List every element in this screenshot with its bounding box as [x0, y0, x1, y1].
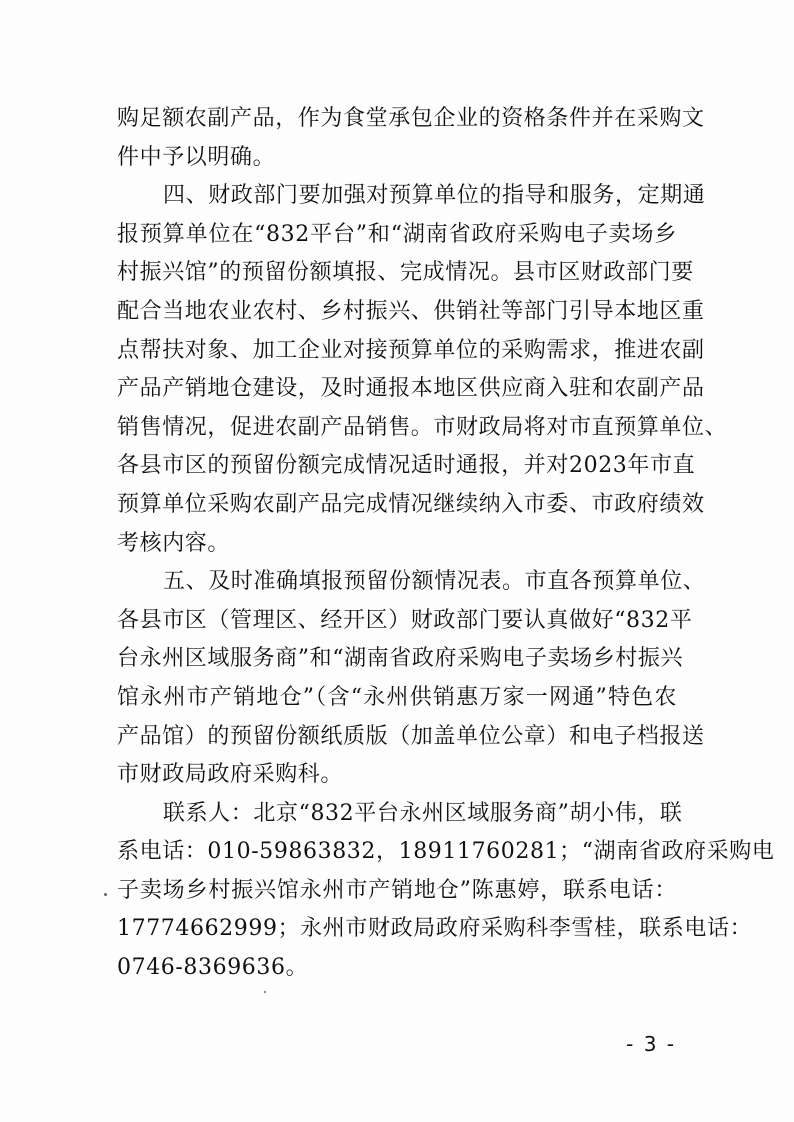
paragraph-2-line-9: 预算单位采购农副产品完成情况继续纳入市委、市政府绩效 [117, 491, 705, 517]
paragraph-2-line-10: 考核内容。 [117, 530, 231, 556]
paragraph-2-line-3: 村振兴馆”的预留份额填报、完成情况。县市区财政部门要 [117, 260, 694, 286]
paragraph-2-line-7: 销售情况，促进农副产品销售。市财政局将对市直预算单位、 [117, 414, 728, 440]
paragraph-2-line-2: 报预算单位在“832平台”和“湖南省政府采购电子卖场乡 [117, 221, 677, 247]
paragraph-2-line-5: 点帮扶对象、加工企业对接预算单位的采购需求，推进农副 [117, 337, 705, 363]
scan-speck [104, 893, 107, 896]
paragraph-2-line-1: 四、财政部门要加强对预算单位的指导和服务，定期通 [163, 183, 706, 209]
paragraph-3-line-4: 馆永州市产销地仓”（含“永州供销惠万家一网通”特色农 [117, 684, 677, 710]
paragraph-4-line-2: 系电话：010-59863832，18911760281；“湖南省政府采购电 [117, 839, 775, 865]
paragraph-4-line-4: 17774662999；永州市财政局政府采购科李雪桂，联系电话： [117, 916, 753, 942]
page-number: - 3 - [626, 1032, 676, 1056]
paragraph-2-line-6: 产品产销地仓建设，及时通报本地区供应商入驻和农副产品 [117, 376, 705, 402]
paragraph-3-line-2: 各县市区（管理区、经开区）财政部门要认真做好“832平 [117, 607, 693, 633]
paragraph-4-line-5: 0746-8369636。 [117, 955, 309, 981]
paragraph-4-line-1: 联系人：北京“832平台永州区域服务商”胡小伟，联 [163, 800, 683, 826]
paragraph-1-line-2: 件中予以明确。 [117, 144, 276, 170]
body-text [117, 100, 775, 988]
paragraph-1-line-1: 购足额农副产品，作为食堂承包企业的资格条件并在采购文 [117, 106, 705, 131]
paragraph-2-line-8: 各县市区的预留份额完成情况适时通报，并对2023年市直 [117, 453, 696, 479]
paragraph-3-line-6: 市财政局政府采购科。 [117, 762, 344, 788]
paragraph-3-line-1: 五、及时准确填报预留份额情况表。市直各预算单位、 [163, 569, 706, 595]
scan-speck [264, 991, 266, 993]
paragraph-3-line-5: 产品馆）的预留份额纸质版（加盖单位公章）和电子档报送 [117, 723, 705, 749]
paragraph-2-line-4: 配合当地农业农村、乡村振兴、供销社等部门引导本地区重 [117, 298, 705, 324]
paragraph-3-line-3: 台永州区域服务商”和“湖南省政府采购电子卖场乡村振兴 [117, 646, 684, 672]
paragraph-4-line-3: 子卖场乡村振兴馆永州市产销地仓”陈惠婷，联系电话： [117, 877, 677, 903]
